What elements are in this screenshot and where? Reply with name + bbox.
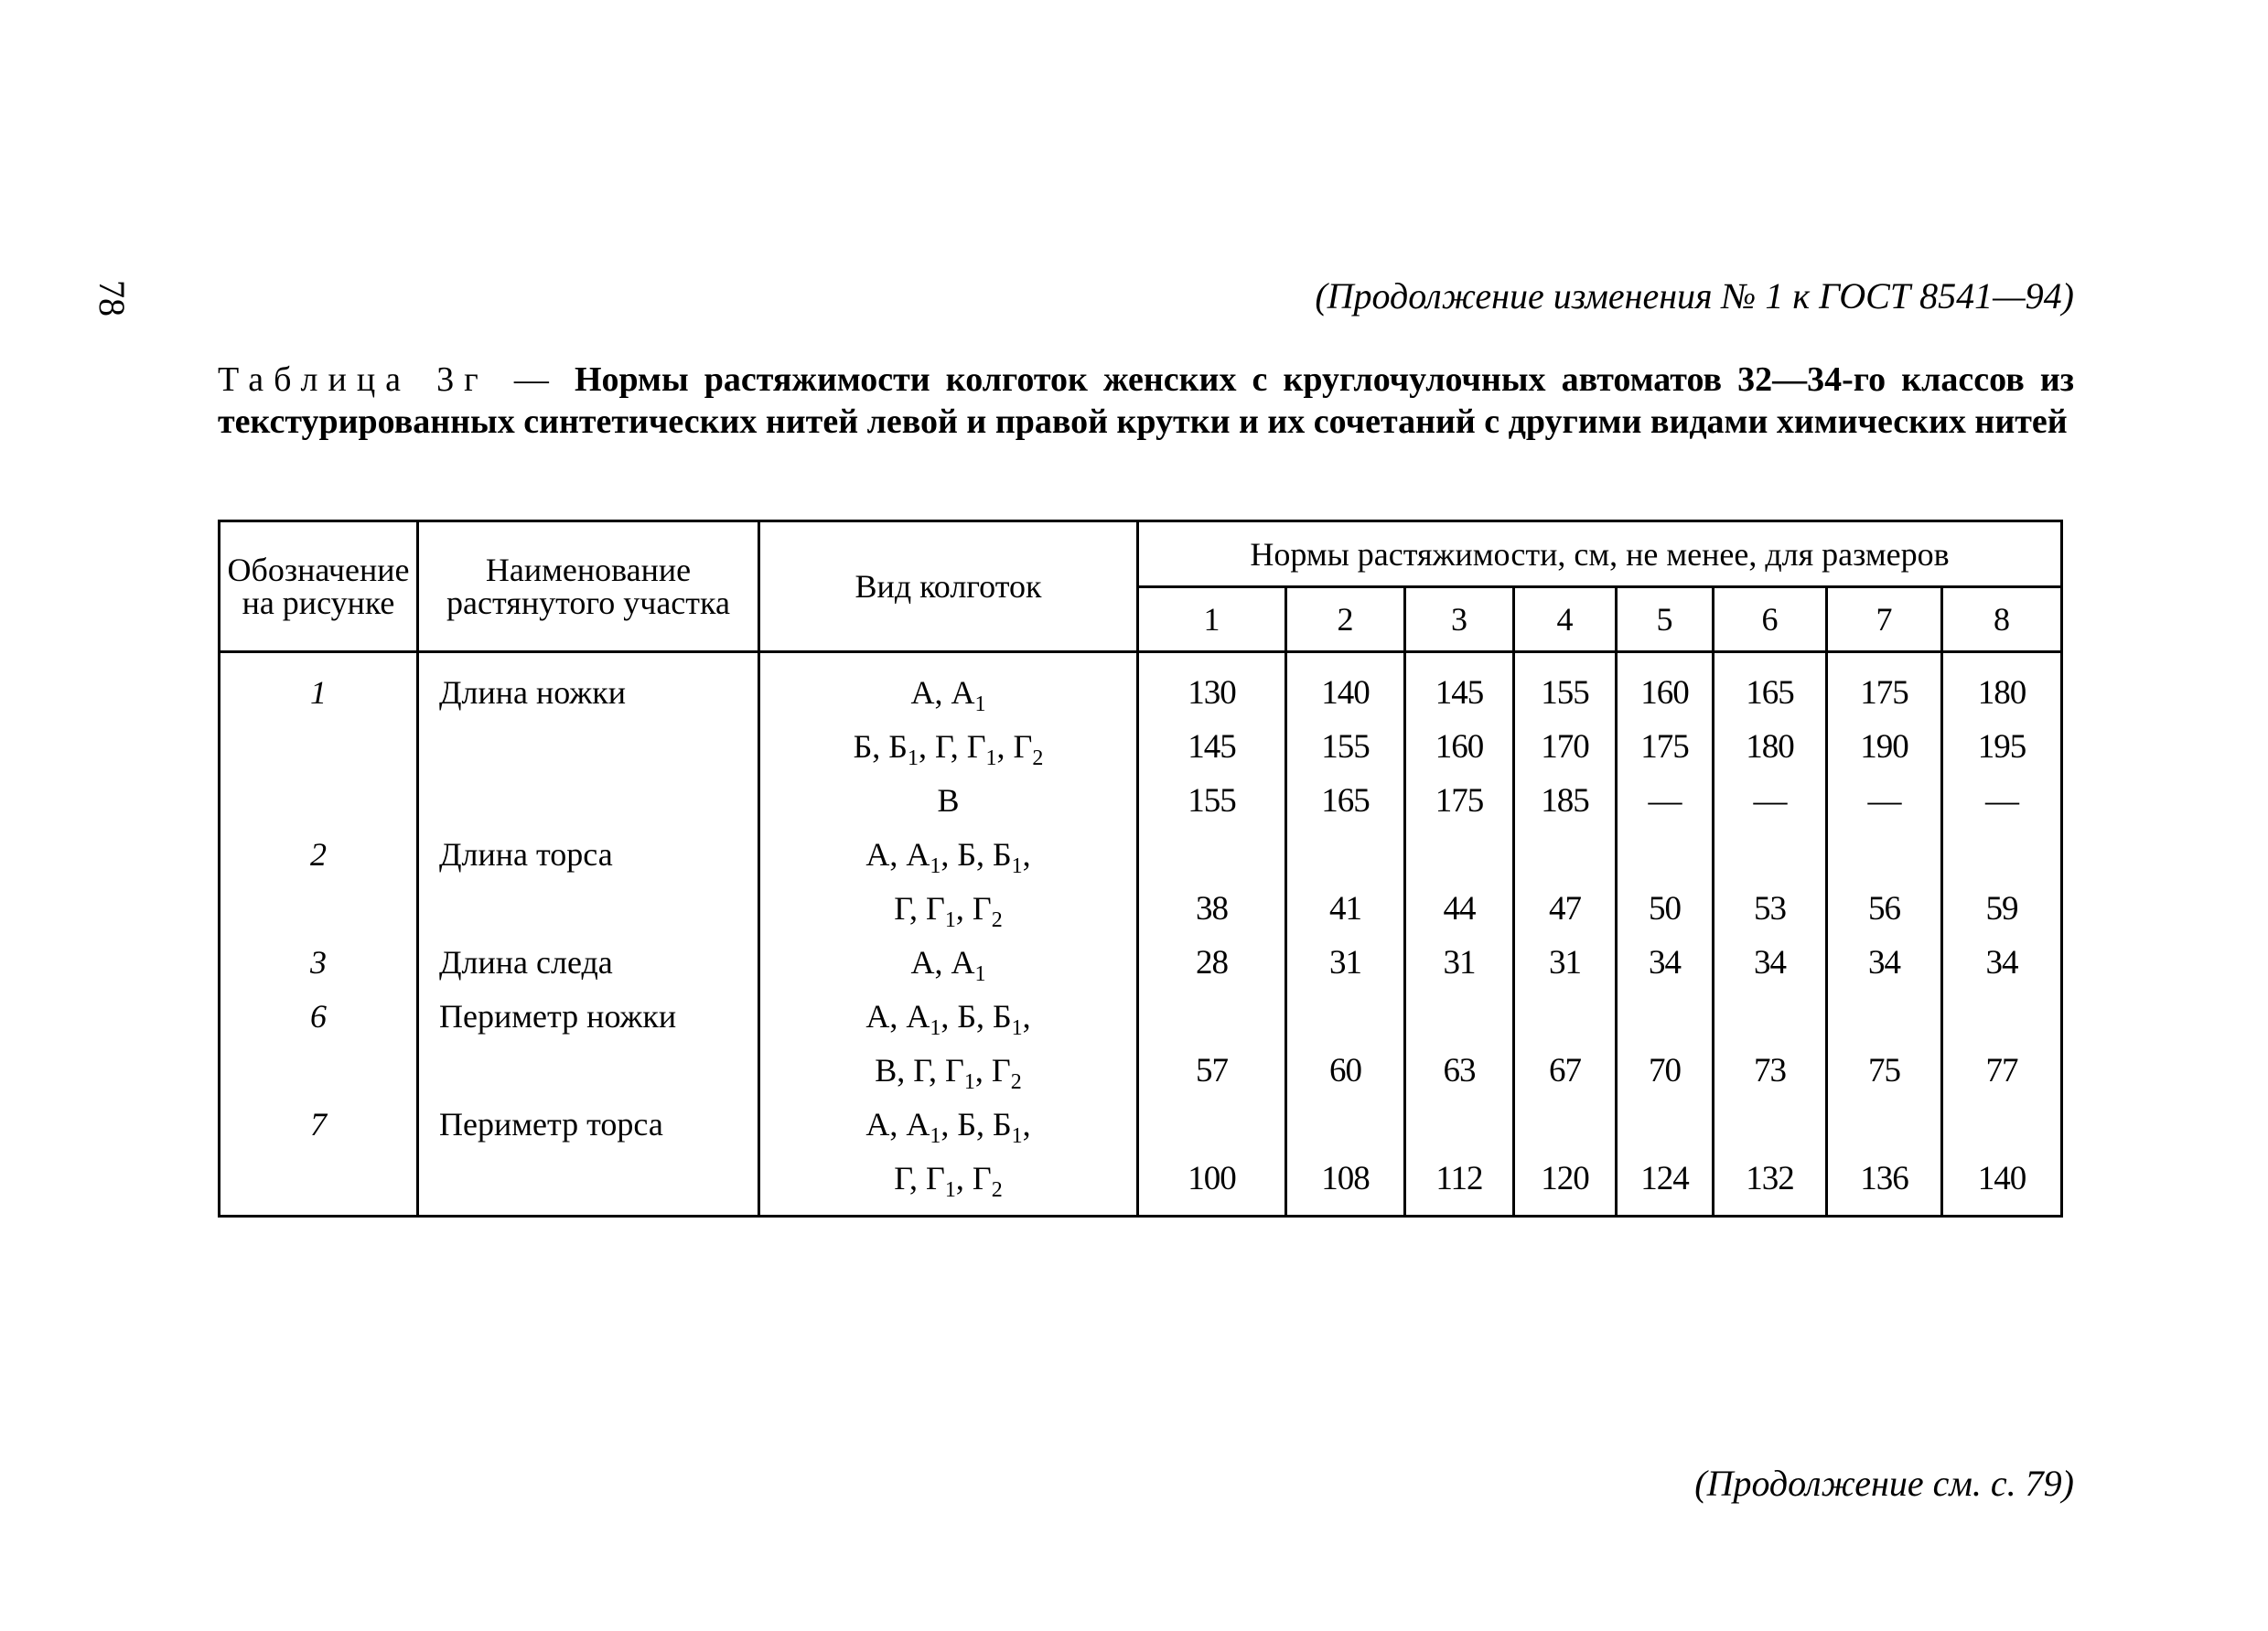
table-row bbox=[220, 652, 2062, 829]
header-size: 8 bbox=[1942, 587, 2062, 652]
row-section-name: Периметр ножки bbox=[418, 990, 759, 1098]
row-value-size-7: 75 bbox=[1827, 990, 1942, 1098]
table-row bbox=[220, 828, 2062, 936]
row-value-size-4: 155 170 185 bbox=[1514, 652, 1617, 829]
row-value-size-5: 124 bbox=[1617, 1098, 1714, 1217]
row-designation: 3 bbox=[220, 936, 418, 990]
row-designation: 7 bbox=[220, 1098, 418, 1217]
row-designation: 2 bbox=[220, 828, 418, 936]
header-size: 4 bbox=[1514, 587, 1617, 652]
row-value-size-8: 77 bbox=[1942, 990, 2062, 1098]
row-value-size-7: 175 190 — bbox=[1827, 652, 1942, 829]
row-value-size-5: 34 bbox=[1617, 936, 1714, 990]
row-value-size-6: 132 bbox=[1714, 1098, 1827, 1217]
header-size: 1 bbox=[1138, 587, 1286, 652]
row-value-size-6: 34 bbox=[1714, 936, 1827, 990]
table-body bbox=[220, 652, 2062, 1217]
row-value-size-5: 50 bbox=[1617, 828, 1714, 936]
row-value-size-6: 53 bbox=[1714, 828, 1827, 936]
row-value-size-3: 112 bbox=[1405, 1098, 1514, 1217]
row-value-size-1: 57 bbox=[1138, 990, 1286, 1098]
table-row bbox=[220, 936, 2062, 990]
norms-table bbox=[218, 520, 2063, 1218]
row-value-size-4: 31 bbox=[1514, 936, 1617, 990]
row-value-size-6: 73 bbox=[1714, 990, 1827, 1098]
row-section-name: Длина ножки bbox=[418, 652, 759, 829]
row-section-name: Периметр торса bbox=[418, 1098, 759, 1217]
row-value-size-4: 67 bbox=[1514, 990, 1617, 1098]
row-value-size-1: 100 bbox=[1138, 1098, 1286, 1217]
row-value-size-3: 63 bbox=[1405, 990, 1514, 1098]
row-value-size-4: 47 bbox=[1514, 828, 1617, 936]
row-value-size-8: 140 bbox=[1942, 1098, 2062, 1217]
table-caption bbox=[218, 359, 2074, 443]
caption-title: Нормы растяжимости колготок женских с круглочулочных автоматов 32—34-го классов из текстурированных синтетических нитей левой и правой крутки и их сочетаний с другими видами химических нитей bbox=[218, 360, 2075, 441]
header-size: 6 bbox=[1714, 587, 1827, 652]
row-value-size-1: 28 bbox=[1138, 936, 1286, 990]
row-value-size-8: 180 195 — bbox=[1942, 652, 2062, 829]
row-value-size-5: 160 175 — bbox=[1617, 652, 1714, 829]
header-size: 7 bbox=[1827, 587, 1942, 652]
caption-label: Таблица 3г — bbox=[218, 360, 559, 399]
row-value-size-7: 56 bbox=[1827, 828, 1942, 936]
row-value-size-4: 120 bbox=[1514, 1098, 1617, 1217]
row-value-size-3: 145 160 175 bbox=[1405, 652, 1514, 829]
row-value-size-6: 165 180 — bbox=[1714, 652, 1827, 829]
page-number: 78 bbox=[91, 280, 133, 317]
header-section-name: Наименование растянутого участка bbox=[418, 521, 759, 652]
row-tights-type: А, $А_1$, Б, $Б_1$, В, Г, $Г_1$, $Г_2$ bbox=[759, 990, 1138, 1098]
row-value-size-8: 34 bbox=[1942, 936, 2062, 990]
row-value-size-8: 59 bbox=[1942, 828, 2062, 936]
table-row bbox=[220, 1098, 2062, 1217]
row-value-size-7: 34 bbox=[1827, 936, 1942, 990]
header-size: 2 bbox=[1286, 587, 1405, 652]
row-value-size-1: 130 145 155 bbox=[1138, 652, 1286, 829]
row-value-size-2: 41 bbox=[1286, 828, 1405, 936]
header-norms: Нормы растяжимости, см, не менее, для размеров bbox=[1138, 521, 2062, 587]
row-value-size-1: 38 bbox=[1138, 828, 1286, 936]
norms-table-wrap bbox=[218, 520, 2063, 1218]
header-size: 5 bbox=[1617, 587, 1714, 652]
row-value-size-3: 44 bbox=[1405, 828, 1514, 936]
row-tights-type: А, $А_1$, Б, $Б_1$, Г, $Г_1$, $Г_2$ bbox=[759, 828, 1138, 936]
row-section-name: Длина торса bbox=[418, 828, 759, 936]
row-value-size-2: 60 bbox=[1286, 990, 1405, 1098]
table-row bbox=[220, 990, 2062, 1098]
header-tights-type: Вид колготок bbox=[759, 521, 1138, 652]
row-value-size-3: 31 bbox=[1405, 936, 1514, 990]
header-size: 3 bbox=[1405, 587, 1514, 652]
row-section-name: Длина следа bbox=[418, 936, 759, 990]
row-tights-type: А, $А_1$ Б, $Б_1$, Г, $Г_1$, $Г_2$ В bbox=[759, 652, 1138, 829]
row-value-size-2: 140 155 165 bbox=[1286, 652, 1405, 829]
row-value-size-2: 31 bbox=[1286, 936, 1405, 990]
row-value-size-7: 136 bbox=[1827, 1098, 1942, 1217]
row-value-size-5: 70 bbox=[1617, 990, 1714, 1098]
row-tights-type: А, $А_1$, Б, $Б_1$, Г, $Г_1$, $Г_2$ bbox=[759, 1098, 1138, 1217]
row-designation: 6 bbox=[220, 990, 418, 1098]
footer-note: (Продолжение см. с. 79) bbox=[1694, 1463, 2074, 1504]
row-designation: 1 bbox=[220, 652, 418, 829]
row-value-size-2: 108 bbox=[1286, 1098, 1405, 1217]
header-designation: Обозначение на рисунке bbox=[220, 521, 418, 652]
header-note: (Продолжение изменения № 1 к ГОСТ 8541—94) bbox=[1315, 275, 2074, 317]
row-tights-type: А, $А_1$ bbox=[759, 936, 1138, 990]
